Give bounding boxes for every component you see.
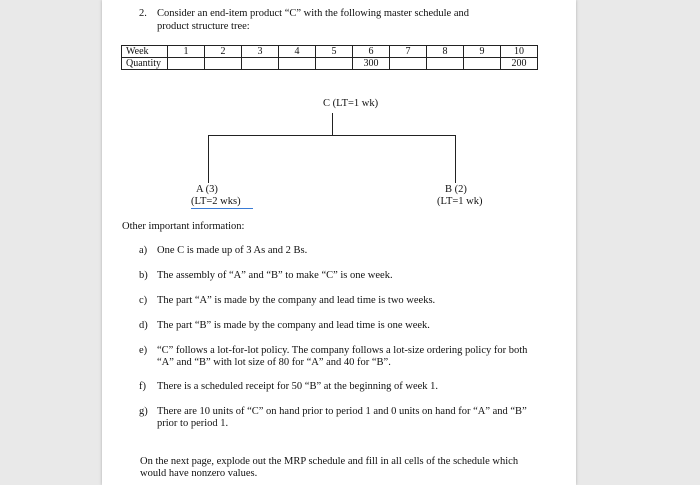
list-item-text: There is a scheduled receipt for 50 “B” at the beginning of week 1.: [157, 381, 439, 392]
quantity-cell: [464, 58, 501, 70]
list-item-text: One C is made up of 3 As and 2 Bs.: [157, 245, 308, 256]
week-cell: 1: [168, 46, 205, 58]
list-item-marker: b): [139, 270, 148, 281]
tree-node-a-name: A (3): [196, 184, 218, 195]
question-text-line1: Consider an end-item product “C” with the following master schedule and: [157, 8, 470, 19]
week-cell: 6: [353, 46, 390, 58]
list-item-text: The part “B” is made by the company and lead time is one week.: [157, 320, 430, 331]
week-cell: 10: [501, 46, 538, 58]
list-item-marker: c): [139, 295, 148, 306]
quantity-cell: [279, 58, 316, 70]
list-item-marker: e): [139, 345, 148, 356]
week-row: [122, 46, 538, 58]
list-item-marker: a): [139, 245, 148, 256]
list-item-text: prior to period 1.: [157, 418, 229, 429]
list-item-text: The assembly of “A” and “B” to make “C” is one week.: [157, 270, 393, 281]
quantity-cell: 200: [501, 58, 538, 70]
list-item-marker: d): [139, 320, 148, 331]
footer-instruction-line2: would have nonzero values.: [140, 468, 258, 479]
quantity-cell: [427, 58, 464, 70]
footer-instruction-line1: On the next page, explode out the MRP schedule and fill in all cells of the schedule which: [140, 456, 519, 467]
master-schedule-table: [121, 45, 538, 70]
question-number: 2.: [139, 8, 147, 19]
list-item-marker: f): [139, 381, 146, 392]
quantity-cell: 300: [353, 58, 390, 70]
quantity-label: Quantity: [122, 58, 168, 70]
tree-right-connector: [455, 135, 456, 183]
question-text-line2: product structure tree:: [157, 21, 250, 32]
quantity-cell: [242, 58, 279, 70]
tree-left-connector: [208, 135, 209, 183]
quantity-cell: [316, 58, 353, 70]
other-info-heading: Other important information:: [122, 221, 245, 232]
list-item-text: “A” and “B” with lot size of 80 for “A” and 40 for “B”.: [157, 357, 391, 368]
week-cell: 5: [316, 46, 353, 58]
list-item-text: “C” follows a lot-for-lot policy. The company follows a lot-size ordering policy for both: [157, 345, 528, 356]
list-item-text: The part “A” is made by the company and lead time is two weeks.: [157, 295, 436, 306]
quantity-cell: [168, 58, 205, 70]
week-cell: 9: [464, 46, 501, 58]
week-cell: 8: [427, 46, 464, 58]
tree-node-b-leadtime: (LT=1 wk): [437, 196, 483, 207]
week-cell: 7: [390, 46, 427, 58]
tree-node-b-name: B (2): [445, 184, 467, 195]
week-cell: 4: [279, 46, 316, 58]
tree-root-connector: [332, 113, 333, 136]
tree-horizontal-connector: [208, 135, 456, 136]
quantity-cell: [205, 58, 242, 70]
quantity-row: [122, 58, 538, 70]
list-item-text: There are 10 units of “C” on hand prior to period 1 and 0 units on hand for “A” and “B”: [157, 406, 527, 417]
week-cell: 3: [242, 46, 279, 58]
quantity-cell: [390, 58, 427, 70]
list-item-marker: g): [139, 406, 148, 417]
week-cell: 2: [205, 46, 242, 58]
tree-node-a-leadtime: (LT=2 wks): [191, 196, 253, 209]
tree-root-label: C (LT=1 wk): [323, 98, 379, 109]
week-label: Week: [122, 46, 168, 58]
